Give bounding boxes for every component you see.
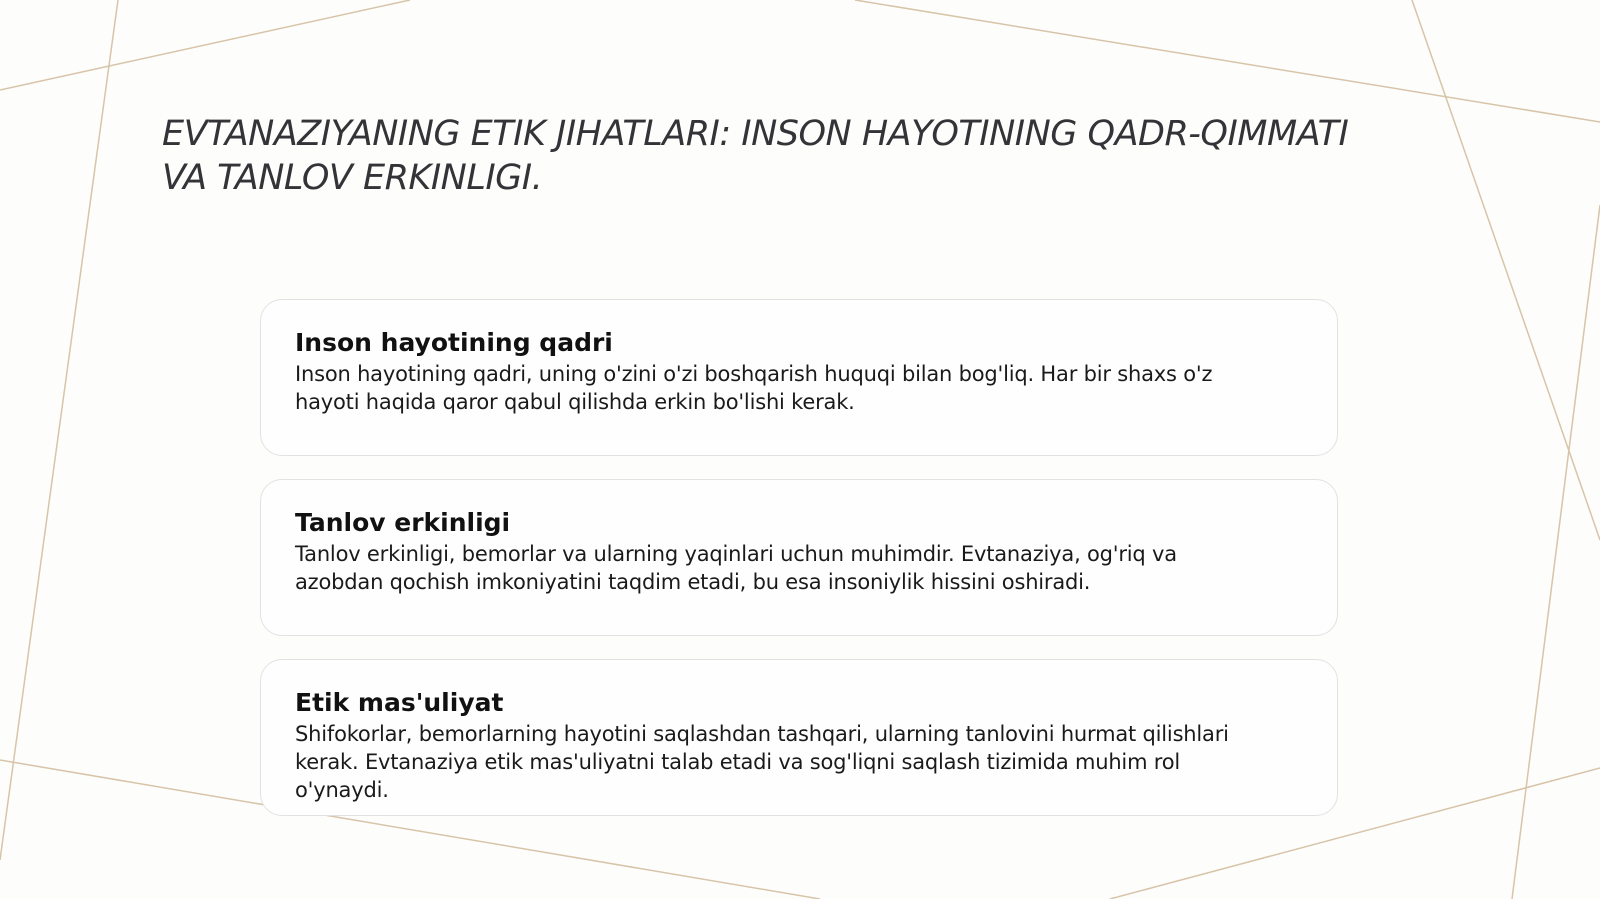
card-text-line: hayoti haqida qaror qabul qilishda erkin bo'lishi kerak.: [295, 390, 855, 414]
decor-line: [0, 0, 410, 90]
card-text: [295, 720, 1303, 804]
card-text-line: azobdan qochish imkoniyatini taqdim etadi, bu esa insoniylik hissini oshiradi.: [295, 570, 1091, 594]
card-text-line: kerak. Evtanaziya etik mas'uliyatni talab etadi va sog'liqni saqlash tizimida muhim rol: [295, 750, 1181, 774]
decor-line: [1412, 0, 1600, 540]
decor-line: [0, 0, 118, 860]
title-line: VA TANLOV ERKINLIGI.: [162, 158, 543, 198]
card-inson-hayotining-qadri: [260, 299, 1338, 456]
decor-line: [1512, 205, 1600, 899]
title-line: EVTANAZIYANING ETIK JIHATLARI: INSON HAYOTINING QADR-QIMMATI: [162, 114, 1349, 154]
card-text: [295, 360, 1303, 416]
decor-line: [855, 0, 1600, 122]
card-text-line: Shifokorlar, bemorlarning hayotini saqlashdan tashqari, ularning tanlovini hurmat qilishlari: [295, 722, 1229, 746]
page-title: [162, 112, 1452, 200]
card-heading: Etik mas'uliyat: [295, 688, 504, 717]
card-text-line: Tanlov erkinligi, bemorlar va ularning yaqinlari uchun muhimdir. Evtanaziya, og'riq va: [295, 542, 1177, 566]
card-text-line: Inson hayotining qadri, uning o'zini o'zi boshqarish huquqi bilan bog'liq. Har bir shaxs o'z: [295, 362, 1213, 386]
card-tanlov-erkinligi: [260, 479, 1338, 636]
card-heading: Inson hayotining qadri: [295, 328, 613, 357]
card-text-line: o'ynaydi.: [295, 778, 389, 802]
card-heading: Tanlov erkinligi: [295, 508, 511, 537]
card-etik-masuliyat: [260, 659, 1338, 816]
card-text: [295, 540, 1303, 596]
